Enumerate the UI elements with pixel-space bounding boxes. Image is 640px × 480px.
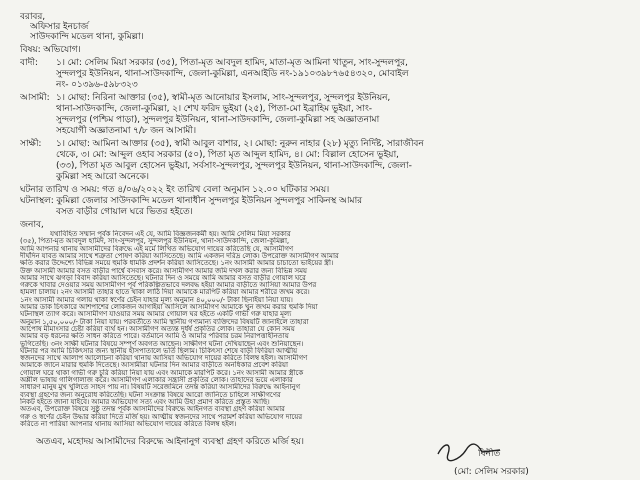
body-line: আমি আপনার থানায় আসামীদের বিরুদ্ধে এই মর্মে লিখিত অভিযোগ দায়ের করিতেছি যে, আসামীগণ [20, 244, 294, 253]
witness-line: (৩৩), পিতা মৃত আবুল হোসেন ভুইয়া, সর্বসাং-সুন্দলপুর, সুন্দলপুর ইউনিয়ন, থানা-সাউদকান্দি, জেলা- [56, 160, 412, 171]
body-line: ক্ষতি করার উদ্দেশ্যে বিভিন্ন সময়ে হুমকি ধামকি প্রদর্শন করিয়া আসিতেছে। ১নং আসামী আমার চাচাতো ভাইয়ের স্ত্রী। [20, 259, 334, 268]
witness-line: কুমিল্লা সহ আরো অনেকে। [56, 171, 149, 182]
body-line: আমার ডাক চিৎকারে আশপাশের লোকজন আগাইয়া আসিলে আসামীগণ আমাকে খুন জখম করার হুমকি দিয়া [20, 303, 318, 311]
body-line: অনুমান ১,৫০,০০০/- টাকা নিয়া যায়। পরবর্তীতে আমি স্থানীয় গণ্যমান্য ব্যক্তিদের বিষয়টি জানাইলে তাহারা [20, 317, 309, 326]
complainant-line: নং- ০১৩৯৬-৫৯৮৩২৩ [56, 79, 138, 90]
body-line: সাধারণ মানুষ মুখ খুলিতে সাহস পায় না। বিষয়টি সরেজমিনে তদন্ত করিয়া আসামীদের বিরুদ্ধে আইনানুগ [20, 383, 300, 392]
incident-place-line: বসত বাড়ীর গোয়াল ঘরে ভিতর হইতে। [56, 206, 193, 217]
accused-label: আসামী: [20, 92, 50, 103]
complainant-line: ১। মো: সেলিম মিয়া সরকার (৩৫), পিতা-মৃত আবদুল হামিদ, মাতা-মৃত আমিনা খাতুন, সাং-সুন্দলপুর, [56, 57, 408, 68]
accused-line: সুন্দলপুর (পশ্চিম পাড়া), সুন্দলপুর ইউনিয়ন, থানা-সাউদকান্দি, জেলা-কুমিল্লা সহ অজ্ঞাতনামা [56, 114, 380, 125]
body-line: ভুগিতেছি। ৩নং সাক্ষী ঘটনার বিষয়ে সম্পূর্ণ অবগত আছেন। সাক্ষীগণ ঘটনা দেখিয়াছেন এবং শুনিয়াছেন। [20, 339, 304, 348]
subject-line: বিষয়: অভিযোগ। [20, 44, 81, 55]
valediction: বিনীত [478, 448, 501, 459]
incident-time-line: ঘটনার তারিখ ও সময়: গত ৪/০৬/২০২২ ইং তারিখ বেলা অনুমান ১২.০০ ঘটিকার সময়। [20, 184, 330, 195]
witness-line: ১। মোছা: আমিনা আক্তার (৩৫), স্বামী আবুল বাশার, ২। মোছা: নুরুন নাহার (২৮) মৃত্যু নির্দিষ্ট, সারাজীবন [56, 138, 424, 149]
body-line: আমাকে জানে মারার হুমকি দিতেছে। আসামীরা ঘটনার দিন আমার বাড়ীতে অনধিকার প্রবেশ করিয়া [20, 361, 288, 370]
complainant-line: সুন্দলপুর ইউনিয়ন, থানা-সাউদকান্দি, জেলা-কুমিল্লা, এনআইডি নং-১৯১০৩৯৮৭৬৫৪৩২০, মোবাইল [56, 68, 409, 79]
body-line: হামলা চালায়। ২নং আসামী তাহার হাতে থাকা লাঠি দিয়া আমাকে মারপিট করিয়া আমার শরীরে জখম করে। [20, 288, 310, 297]
body-line: অতএব, উপরোক্ত বিষয়ে সুষ্ঠু তদন্ত পূর্বক আসামীদের বিরুদ্ধে আইনগত ব্যবস্থা গ্রহণ করিয়া আমার [20, 405, 285, 414]
witness-label: সাক্ষী: [20, 138, 42, 149]
accused-line: সহযোগী অজ্ঞাতনামা ৭/৮ জন আসামী। [56, 125, 196, 136]
body-line: করিতে না পারিয়া আপনার থানায় আসিয়া অভিযোগ দায়ের করিতে বিলম্ব হইল। [20, 419, 237, 428]
body-line: যথাবিহিত সম্মান পূর্বক নিবেদন এই যে, আমি বিজ্ঞজনকর্মী হয়। আমি সেলিম মিয়া সরকার [50, 230, 291, 238]
incident-place-line: ঘটনাস্থল: কুমিল্লা জেলার সাউদকান্দি মডেল থানাধীন সুন্দলপুর ইউনিয়ন সুন্দলপুর সাকিনস্থ আমার [20, 195, 362, 206]
body-line: ১নং আসামী আমার গলায় থাকা স্বর্ণের চেইন যাহার মূল্য অনুমান ৪০,০০০/- টাকা ছিনাইয়া নিয়া যায়। [20, 295, 293, 304]
closing-line: অতএব, মহোদয় আসামীদের বিরুদ্ধে আইনানুগ ব্যবস্থা গ্রহণ করিতে মর্জি হয়। [36, 436, 304, 447]
body-line: আপোষ মীমাংসার চেষ্টা করিয়া ব্যর্থ হন। আসামীগণ অত্যন্ত দুর্ধর্ষ প্রকৃতির লোক। তাহারা যে কোন সময় [20, 324, 295, 333]
body-line: গোয়াল ঘরে থাকা গাভী গরু চুরি করিয়া নিয়া যায় এবং আমাকে মারপিট করে। ১নং আসামী আমার স্ত্রীকে [20, 368, 304, 377]
signer-name: (মো: সেলিম সরকার) [454, 466, 529, 477]
body-line: গরু ও স্বর্ণের চেইন উদ্ধার করিয়া দিতে মর্জি হয়। আত্মীয় স্বজনদের সাথে পরামর্শ করিয়া অভিযোগ দায়ের [20, 412, 303, 421]
body-line: গরুকে খাবার দেওয়ার সময় আসামীগণ পূর্ব পরিকল্পিতভাবে দলবদ্ধ হইয়া আমার বাড়ীতে আসিয়া আমার উপর [20, 281, 317, 290]
body-line: আমার বড় ধরনের ক্ষতি সাধন করিতে পারে। বর্তমানে আমি ও আমার পরিবার চরম নিরাপত্তাহীনতায় [20, 332, 289, 341]
witness-line: থেকে, ৩। মো: আব্দুল ওহাব সরকার (৫০), পিতা মৃত আব্দুল হামিদ, ৪। মো: বিল্লাল হোসেন ভুইয়া, [56, 149, 399, 160]
accused-line: ১। মোছা: নিরিনা আক্তার (৩৫), স্বামী-মৃত আনোয়ার ইসলাম, সাং-সুন্দলপুর, সুন্দলপুর ইউনিয়ন, [56, 92, 391, 103]
accused-line: থানা-সাউদকান্দি, জেলা-কুমিল্লা, ২। শেখ ফরিদ ভুইয়া (২৫), পিতা-মো ইব্রাহিম ভুইয়া, সাং- [56, 103, 372, 114]
body-line: ঘটনার পর আমি চিকিৎসার জন্য স্থানীয় হাসপাতালে ভর্তি ছিলাম। চিকিৎসা শেষে বাড়ী ফিরিয়া আত্মীয় [20, 346, 298, 355]
body-line: উক্ত আসামী আমার বসত বাড়ীর পার্শ্বে বসবাস করে। আসামীগণ আমার জমি দখল করার জন্য বিভিন্ন সময় [20, 266, 307, 275]
body-line: দীর্ঘদিন যাবত আমার সাথে শত্রুতা পোষণ করিয়া আসিতেছে। আমি একজন দরিদ্র লোক। উপরোক্ত আসামীগণ আমার [20, 251, 339, 260]
addressee-line-1: অফিসার ইনচার্জ [30, 21, 89, 32]
salutation-to: বরাবর, [20, 11, 45, 22]
body-line: স্বজনদের সাথে আলাপ আলোচনা করিয়া থানায় আসিয়া অভিযোগ দায়ের করিতে বিলম্ব হইল। আসামীগণ [20, 354, 308, 363]
body-line: (৩৫), পিতা-মৃত আবদুল হামিদ, সাং-সুন্দলপুর, সুন্দলপুর ইউনিয়ন, থানা-সাউদকান্দি, জেলা-কুমিল্লা, [20, 237, 289, 246]
addressee-line-2: সাউদকান্দি মডেল থানা, কুমিল্লা। [30, 31, 144, 42]
complainant-label: বাদী: [20, 57, 38, 68]
body-line: ঘটনাস্থল ত্যাগ করে। আসামীগণ যাওয়ার সময় আমার গোয়াল ঘর হইতে একটি গাভী গরু যাহার মূল্য [20, 310, 292, 319]
body-line: ব্যবস্থা গ্রহণের জন্য অনুরোধ করিতেছি। ঘটনা সংক্রান্ত বিষয়ে আরো জানিতে চাহিলে সাক্ষীগণের [20, 390, 281, 399]
body-salutation: জনাব, [20, 219, 44, 230]
body-line: নিকট হইতে জানা যাইবে। আমার অভিযোগ সত্য এবং আমি উহা প্রমাণ করিতে প্রস্তুত আছি। [20, 397, 270, 406]
signature-mark [430, 440, 510, 462]
body-line: আমার সাথে ঝগড়া বিবাদ করিয়া আসিতেছে। ঘটনার দিন ও সময়ে আমি আমার বসত বাড়ীর গোয়াল ঘরে [20, 273, 306, 282]
body-line: অশ্লীল ভাষায় গালিগালাজ করে। আসামীগণ এলাকার সন্ত্রাসী প্রকৃতির লোক। তাহাদের ভয়ে এলাকার [20, 376, 293, 384]
